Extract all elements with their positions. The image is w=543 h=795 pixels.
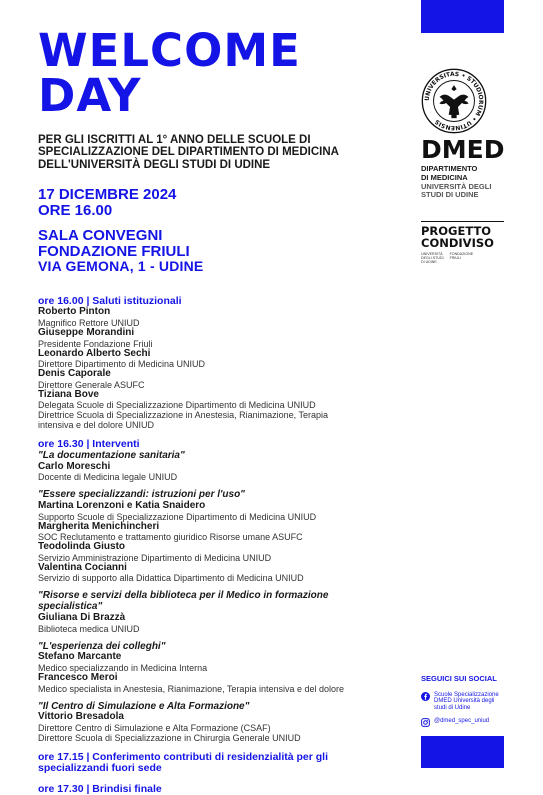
event-title — [38, 24, 301, 122]
logo-text: DI UDINE — [421, 260, 437, 264]
title-line-2: DAY — [38, 69, 142, 122]
speaker-name: Stefano Marcante — [38, 651, 122, 663]
speaker-name: Denis Caporale — [38, 368, 111, 380]
instagram-link[interactable] — [421, 718, 531, 727]
speaker-name: Giuseppe Morandini — [38, 327, 135, 338]
speaker-role: Medico specializzando in Medicina Interna — [38, 662, 208, 673]
speaker-name: Margherita Menichincheri — [38, 520, 160, 532]
speaker-role: Direttore Centro di Simulazione e Alta Formazione (CSAF) — [38, 722, 271, 733]
dept-line: UNIVERSITÀ DEGLI — [421, 181, 492, 191]
speaker-name: Carlo Moreschi — [38, 460, 111, 472]
event-date: 17 DICEMBRE 2024 — [38, 186, 177, 203]
speaker-name: Tiziana Bove — [38, 388, 99, 400]
facebook-icon — [421, 692, 430, 701]
speaker-role: Presidente Fondazione Friuli — [38, 338, 153, 349]
talk-title: "La documentazione sanitaria" — [38, 449, 185, 461]
event-subtitle — [38, 134, 398, 171]
talk-title: "Il Centro di Simulazione e Alta Formazione" — [38, 700, 250, 712]
speaker-role: Magnifico Rettore UNIUD — [38, 318, 140, 328]
facebook-text: studi di Udine — [434, 704, 471, 711]
speaker-role: Supporto Scuole di Specializzazione Dipartimento di Medicina UNIUD — [38, 511, 317, 522]
facebook-link[interactable] — [421, 692, 531, 711]
section-heading: specializzandi fuori sede — [38, 762, 162, 775]
social-heading: SEGUICI SUI SOCIAL — [421, 674, 497, 683]
speaker-name: Vittorio Bresadola — [38, 711, 124, 723]
facebook-text: DMED Università degli — [434, 698, 495, 705]
speaker-name: Martina Lorenzoni e Katia Snaidero — [38, 499, 206, 511]
event-datetime — [38, 187, 176, 218]
section-heading: ore 17.15 | Conferimento contributi di residenzialità per gli — [38, 750, 328, 763]
talk-title: specialistica" — [38, 601, 103, 613]
subtitle-line-3: DELL'UNIVERSITÀ DEGLI STUDI DI UDINE — [38, 158, 271, 171]
speaker-role: Direttrice Scuola di Specializzazione in Anestesia, Rianimazione, Terapia — [38, 410, 328, 421]
fondazione-mini-logo — [450, 252, 474, 264]
logo-text: UNIVERSITÀ — [421, 252, 443, 256]
venue-line-1: SALA CONVEGNI — [38, 227, 163, 244]
subtitle-line-2: SPECIALIZZAZIONE DEL DIPARTIMENTO DI MEDICINA — [38, 146, 339, 159]
talk-title: "L'esperienza dei colleghi" — [38, 640, 166, 652]
speaker-name: Roberto Pinton — [38, 306, 111, 318]
section-heading: ore 16.00 | Saluti istituzionali — [38, 295, 182, 307]
speaker-role: Direttore Generale ASUFC — [38, 379, 145, 390]
speaker-role: Servizio di supporto alla Didattica Dipartimento di Medicina UNIUD — [38, 573, 304, 584]
social-section — [421, 674, 531, 734]
speaker-role: Direttore Dipartimento di Medicina UNIUD — [38, 359, 206, 370]
event-venue — [38, 228, 190, 259]
partner-logos — [421, 252, 504, 264]
department-name — [421, 165, 531, 200]
speaker-role: Biblioteca medica UNIUD — [38, 623, 140, 634]
dmed-logo: DMED — [421, 135, 505, 164]
facebook-text: Scuole Specializzazione — [434, 692, 499, 698]
pc-line-2: CONDIVISO — [421, 235, 494, 250]
pc-line-1: PROGETTO — [421, 224, 492, 238]
venue-line-2: FONDAZIONE FRIULI — [38, 242, 190, 260]
uniud-mini-logo — [421, 252, 444, 264]
instagram-label: @dmed_spec_uniud — [434, 718, 490, 725]
seal-text: UNIVERSITAS • STUDIORUM • UTINENSIS — [423, 70, 485, 132]
speaker-role: Direttore Scuola di Specializzazione in Chirurgia Generale UNIUD — [38, 732, 301, 743]
speaker-name: Valentina Cocianni — [38, 561, 127, 573]
dept-line: DI MEDICINA — [421, 172, 468, 182]
dept-line: STUDI DI UDINE — [421, 190, 479, 200]
progetto-condiviso-logo — [421, 221, 504, 264]
speaker-role: Delegata Scuole di Specializzazione Dipartimento di Medicina UNIUD — [38, 400, 316, 411]
talk-title: "Essere specializzandi: istruzioni per l'uso" — [38, 489, 245, 501]
speaker-role: SOC Reclutamento e trattamento giuridico Risorse umane ASUFC — [38, 532, 303, 543]
speaker-role: Servizio Amministrazione Dipartimento di Medicina UNIUD — [38, 552, 272, 563]
speaker-name: Giuliana Di Brazzà — [38, 611, 126, 623]
event-address: VIA GEMONA, 1 - UDINE — [38, 258, 204, 274]
dept-line: DIPARTIMENTO — [421, 164, 478, 173]
speaker-name: Leonardo Alberto Sechi — [38, 347, 151, 359]
top-accent-bar — [421, 0, 504, 33]
title-line-1: WELCOME — [38, 24, 301, 77]
subtitle-line-1: PER GLI ISCRITTI AL 1° ANNO DELLE SCUOLE DI — [38, 134, 311, 146]
logo-text: DEGLI STUDI — [421, 256, 444, 260]
section-heading: ore 16.30 | Interventi — [38, 438, 140, 451]
event-time: ORE 16.00 — [38, 201, 113, 219]
section-heading: ore 17.30 | Brindisi finale — [38, 782, 162, 795]
logo-text: FRIULI — [449, 256, 461, 260]
facebook-label — [434, 692, 499, 711]
speaker-name: Teodolinda Giusto — [38, 541, 126, 553]
speaker-role: intensiva e del dolore UNIUD — [38, 420, 155, 431]
university-seal-icon — [421, 68, 487, 134]
speaker-name: Francesco Meroi — [38, 671, 118, 683]
logo-text: FONDAZIONE — [449, 252, 474, 256]
instagram-icon — [421, 718, 430, 727]
speaker-role: Medico specialista in Anestesia, Rianimazione, Terapia intensiva e del dolore — [38, 683, 345, 694]
talk-title: "Risorse e servizi della biblioteca per il Medico in formazione — [38, 590, 329, 602]
program — [38, 296, 408, 795]
bottom-accent-bar — [421, 736, 504, 768]
speaker-role: Docente di Medicina legale UNIUD — [38, 472, 178, 483]
